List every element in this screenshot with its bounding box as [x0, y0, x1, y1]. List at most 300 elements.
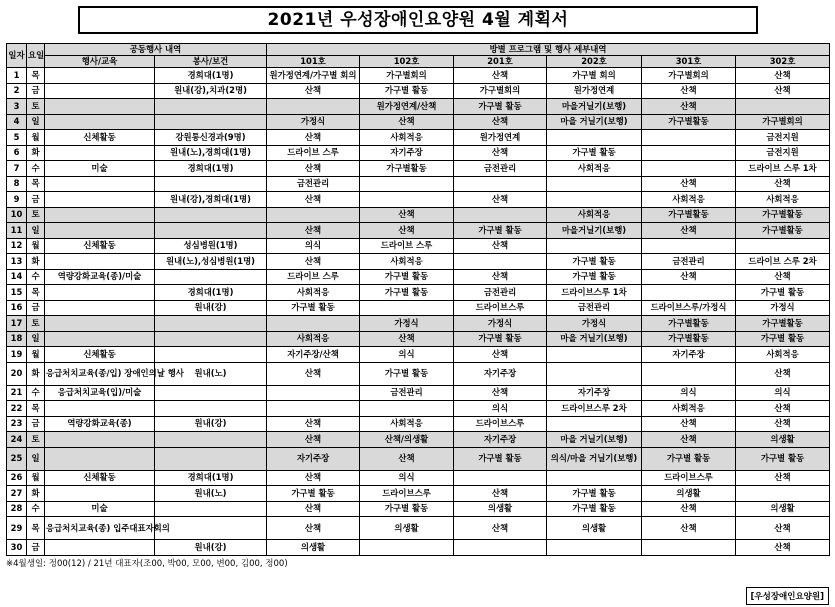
room-cell [736, 238, 830, 254]
room-cell: 가구별 활동 [736, 447, 830, 470]
header-day: 일자 [7, 44, 27, 68]
header-room: 102호 [360, 56, 454, 68]
table-row [7, 192, 830, 208]
table-row [7, 130, 830, 146]
room-cell: 산책 [642, 269, 736, 285]
room-cell [736, 486, 830, 502]
room-cell [360, 192, 454, 208]
weekday-cell: 목 [27, 517, 45, 540]
weekday-cell: 월 [27, 470, 45, 486]
room-cell [642, 285, 736, 301]
event-cell [45, 540, 155, 556]
room-cell: 사회적응 [736, 347, 830, 363]
room-cell: 가구별 활동 [454, 331, 547, 347]
room-cell: 산책 [736, 470, 830, 486]
room-cell: 금전관리 [360, 385, 454, 401]
room-cell [642, 362, 736, 385]
event-cell [45, 83, 155, 99]
room-cell: 산책 [454, 517, 547, 540]
event-cell [45, 145, 155, 161]
room-cell: 가구별 활동 [547, 254, 642, 270]
volunteer-cell [155, 401, 267, 417]
room-cell: 산책 [736, 401, 830, 417]
room-cell: 가구별활동 [642, 316, 736, 332]
volunteer-cell: 원내(강) [155, 540, 267, 556]
room-cell: 산책 [454, 68, 547, 84]
room-cell: 의생활 [547, 517, 642, 540]
room-cell: 가구별 활동 [547, 145, 642, 161]
room-cell: 산책 [360, 207, 454, 223]
table-row [7, 401, 830, 417]
event-cell [45, 486, 155, 502]
day-cell: 26 [7, 470, 27, 486]
volunteer-cell: 원내(강),경희대(1명) [155, 192, 267, 208]
day-cell: 1 [7, 68, 27, 84]
table-row [7, 114, 830, 130]
room-cell: 산책 [267, 501, 360, 517]
room-cell: 금전관리 [642, 254, 736, 270]
room-cell: 산책 [267, 432, 360, 448]
weekday-cell: 일 [27, 447, 45, 470]
event-cell: 신체활동 [45, 470, 155, 486]
room-cell: 마을 거닐기(보행) [547, 432, 642, 448]
room-cell: 사회적응 [736, 192, 830, 208]
weekday-cell: 목 [27, 401, 45, 417]
birthday-footnote: ※4월생일: 정00(12) / 21년 대표자(조00, 박00, 모00, 변00, 김00, 정00) [6, 559, 288, 569]
room-cell: 가정식 [267, 114, 360, 130]
day-cell: 29 [7, 517, 27, 540]
room-cell: 산책 [454, 486, 547, 502]
room-cell: 자기주장 [360, 145, 454, 161]
room-cell: 산책 [736, 416, 830, 432]
room-cell: 가구별회의 [642, 68, 736, 84]
room-cell: 산책 [736, 83, 830, 99]
weekday-cell: 화 [27, 145, 45, 161]
room-cell: 의식 [454, 401, 547, 417]
header-volunteer-health: 봉사/보건 [155, 56, 267, 68]
day-cell: 2 [7, 83, 27, 99]
room-cell: 산책 [736, 540, 830, 556]
day-cell: 17 [7, 316, 27, 332]
day-cell: 19 [7, 347, 27, 363]
weekday-cell: 목 [27, 176, 45, 192]
table-row [7, 285, 830, 301]
table-row [7, 83, 830, 99]
room-cell [360, 300, 454, 316]
room-cell: 산책 [454, 347, 547, 363]
room-cell: 원가정연계/산책 [360, 99, 454, 115]
volunteer-cell: 원내(노),경희대(1명) [155, 145, 267, 161]
event-cell: 신체활동 [45, 130, 155, 146]
room-cell: 산책 [642, 432, 736, 448]
table-row [7, 145, 830, 161]
event-cell [45, 401, 155, 417]
weekday-cell: 금 [27, 83, 45, 99]
header-room-programs: 방별 프로그램 및 행사 세부내역 [267, 44, 830, 56]
event-cell [45, 331, 155, 347]
weekday-cell: 목 [27, 285, 45, 301]
room-cell: 의생활 [267, 540, 360, 556]
room-cell: 사회적응 [642, 192, 736, 208]
room-cell: 산책 [736, 362, 830, 385]
table-row [7, 300, 830, 316]
day-cell: 11 [7, 223, 27, 239]
table-row [7, 501, 830, 517]
room-cell: 사회적응 [547, 161, 642, 177]
day-cell: 3 [7, 99, 27, 115]
room-cell [267, 316, 360, 332]
volunteer-cell [155, 385, 267, 401]
room-cell: 사회적응 [360, 416, 454, 432]
day-cell: 18 [7, 331, 27, 347]
room-cell [267, 385, 360, 401]
room-cell: 가구별활동 [360, 161, 454, 177]
event-cell [45, 432, 155, 448]
table-row [7, 254, 830, 270]
weekday-cell: 토 [27, 316, 45, 332]
room-cell: 가구별활동 [736, 207, 830, 223]
weekday-cell: 금 [27, 192, 45, 208]
room-cell: 드라이브스루 [360, 486, 454, 502]
day-cell: 16 [7, 300, 27, 316]
day-cell: 5 [7, 130, 27, 146]
room-cell: 가구별활동 [642, 331, 736, 347]
table-row [7, 347, 830, 363]
volunteer-cell [155, 176, 267, 192]
volunteer-cell: 성심병원(1명) [155, 238, 267, 254]
table-row [7, 385, 830, 401]
room-cell: 가정식 [547, 316, 642, 332]
room-cell [642, 130, 736, 146]
room-cell: 금전지원 [736, 130, 830, 146]
day-cell: 24 [7, 432, 27, 448]
room-cell: 가구별 활동 [642, 447, 736, 470]
room-cell: 원가정연계/가구별 회의 [267, 68, 360, 84]
table-row [7, 540, 830, 556]
room-cell: 사회적응 [547, 207, 642, 223]
table-row [7, 316, 830, 332]
room-cell: 가구별 활동 [547, 269, 642, 285]
room-cell: 가구별 활동 [360, 83, 454, 99]
weekday-cell: 금 [27, 300, 45, 316]
room-cell: 금전지원 [736, 145, 830, 161]
room-cell: 드라이브스루 1차 [547, 285, 642, 301]
day-cell: 14 [7, 269, 27, 285]
volunteer-cell: 원내(강) [155, 300, 267, 316]
weekday-cell: 수 [27, 385, 45, 401]
volunteer-cell [155, 331, 267, 347]
table-row [7, 161, 830, 177]
facility-stamp: [우성장애인요양원] [746, 587, 829, 605]
weekday-cell: 목 [27, 68, 45, 84]
room-cell [547, 130, 642, 146]
header-room: 101호 [267, 56, 360, 68]
table-row [7, 362, 830, 385]
room-cell: 산책 [454, 385, 547, 401]
room-cell: 산책 [267, 254, 360, 270]
room-cell: 사회적응 [267, 285, 360, 301]
weekday-cell: 토 [27, 432, 45, 448]
header-room: 202호 [547, 56, 642, 68]
weekday-cell: 수 [27, 501, 45, 517]
room-cell [267, 401, 360, 417]
day-cell: 6 [7, 145, 27, 161]
volunteer-cell: 경희대(1명) [155, 285, 267, 301]
weekday-cell: 일 [27, 114, 45, 130]
day-cell: 8 [7, 176, 27, 192]
event-cell [45, 99, 155, 115]
weekday-cell: 화 [27, 486, 45, 502]
room-cell: 산책 [267, 192, 360, 208]
room-cell: 드라이브 스루 [267, 269, 360, 285]
volunteer-cell: 원내(노) [155, 362, 267, 385]
room-cell: 의생활 [736, 432, 830, 448]
room-cell: 드라이브 스루 [267, 145, 360, 161]
day-cell: 23 [7, 416, 27, 432]
room-cell: 의생활 [454, 501, 547, 517]
day-cell: 15 [7, 285, 27, 301]
volunteer-cell [155, 207, 267, 223]
room-cell: 가구별 활동 [454, 99, 547, 115]
room-cell: 가정식 [736, 300, 830, 316]
event-cell [45, 447, 155, 470]
room-cell: 금전관리 [547, 300, 642, 316]
room-cell: 원가정연계 [454, 130, 547, 146]
room-cell: 산책 [642, 517, 736, 540]
room-cell: 가구별활동 [642, 207, 736, 223]
room-cell: 산책 [642, 83, 736, 99]
room-cell [547, 238, 642, 254]
event-cell [45, 223, 155, 239]
room-cell [454, 207, 547, 223]
weekday-cell: 수 [27, 161, 45, 177]
room-cell: 드라이브스루 [454, 300, 547, 316]
weekday-cell: 일 [27, 223, 45, 239]
room-cell: 금전관리 [454, 285, 547, 301]
room-cell: 가구별활동 [736, 223, 830, 239]
event-cell: 미술 [45, 161, 155, 177]
room-cell: 가구별 활동 [547, 501, 642, 517]
room-cell: 가정식 [360, 316, 454, 332]
room-cell: 가구별회의 [454, 83, 547, 99]
volunteer-cell [155, 517, 267, 540]
room-cell: 드라이브스루 [642, 470, 736, 486]
weekday-cell: 금 [27, 540, 45, 556]
volunteer-cell: 경희대(1명) [155, 161, 267, 177]
room-cell [267, 207, 360, 223]
room-cell: 가구별 활동 [360, 285, 454, 301]
event-cell [45, 254, 155, 270]
table-row [7, 447, 830, 470]
room-cell: 드라이브스루 2차 [547, 401, 642, 417]
room-cell: 사회적응 [360, 130, 454, 146]
event-cell: 신체활동 [45, 238, 155, 254]
room-cell: 산책 [454, 238, 547, 254]
volunteer-cell [155, 347, 267, 363]
room-cell: 의생활 [360, 517, 454, 540]
weekday-cell: 토 [27, 207, 45, 223]
event-cell [45, 285, 155, 301]
day-cell: 12 [7, 238, 27, 254]
weekday-cell: 일 [27, 331, 45, 347]
table-row [7, 486, 830, 502]
volunteer-cell [155, 99, 267, 115]
table-row [7, 238, 830, 254]
room-cell: 자기주장 [454, 432, 547, 448]
table-row [7, 207, 830, 223]
event-cell: 역량강화교육(종) [45, 416, 155, 432]
weekday-cell: 화 [27, 362, 45, 385]
day-cell: 21 [7, 385, 27, 401]
event-cell [45, 68, 155, 84]
room-cell [736, 99, 830, 115]
weekday-cell: 월 [27, 130, 45, 146]
page-title: 2021년 우성장애인요양원 4월 계획서 [78, 6, 758, 34]
room-cell: 의생활 [736, 501, 830, 517]
table-row [7, 416, 830, 432]
room-cell: 의식 [642, 385, 736, 401]
room-cell [642, 540, 736, 556]
plan-table [6, 43, 830, 556]
table-row [7, 99, 830, 115]
weekday-cell: 금 [27, 416, 45, 432]
room-cell [360, 540, 454, 556]
room-cell: 산책 [454, 114, 547, 130]
room-cell: 산책 [454, 269, 547, 285]
room-cell: 산책 [642, 501, 736, 517]
room-cell [360, 401, 454, 417]
volunteer-cell: 경희대(1명) [155, 470, 267, 486]
day-cell: 20 [7, 362, 27, 385]
room-cell: 원가정연계 [547, 83, 642, 99]
header-common-events: 공동행사 내역 [45, 44, 267, 56]
room-cell: 가구별활동 [736, 316, 830, 332]
room-cell [267, 99, 360, 115]
day-cell: 27 [7, 486, 27, 502]
event-cell: 응급처치교육(종/입) 장애인의날 행사 [45, 362, 155, 385]
event-cell [45, 207, 155, 223]
table-row [7, 517, 830, 540]
room-cell: 자기주장 [547, 385, 642, 401]
weekday-cell: 토 [27, 99, 45, 115]
day-cell: 9 [7, 192, 27, 208]
room-cell: 가구별 활동 [267, 300, 360, 316]
room-cell: 산책 [360, 447, 454, 470]
header-room: 302호 [736, 56, 830, 68]
room-cell: 산책 [454, 145, 547, 161]
table-row [7, 223, 830, 239]
room-cell: 산책 [454, 192, 547, 208]
room-cell: 가구별 활동 [360, 362, 454, 385]
volunteer-cell [155, 432, 267, 448]
day-cell: 28 [7, 501, 27, 517]
room-cell: 산책 [360, 331, 454, 347]
room-cell: 가구별 활동 [267, 486, 360, 502]
room-cell: 의식 [736, 385, 830, 401]
room-cell [547, 347, 642, 363]
room-cell: 가정식 [454, 316, 547, 332]
room-cell [547, 176, 642, 192]
room-cell: 드라이브 스루 2차 [736, 254, 830, 270]
room-cell: 산책 [267, 416, 360, 432]
room-cell: 산책 [642, 223, 736, 239]
room-cell: 산책 [267, 362, 360, 385]
room-cell: 금전관리 [267, 176, 360, 192]
table-row [7, 470, 830, 486]
weekday-cell: 월 [27, 238, 45, 254]
event-cell: 미술 [45, 501, 155, 517]
header-room: 301호 [642, 56, 736, 68]
room-cell [547, 416, 642, 432]
room-cell: 의식 [360, 470, 454, 486]
volunteer-cell: 원내(노),성심병원(1명) [155, 254, 267, 270]
header-room: 201호 [454, 56, 547, 68]
room-cell [642, 145, 736, 161]
room-cell: 가구별활동 [642, 114, 736, 130]
room-cell: 산책 [267, 83, 360, 99]
room-cell: 산책 [267, 161, 360, 177]
room-cell: 산책 [642, 416, 736, 432]
room-cell: 가구별 회의 [547, 68, 642, 84]
room-cell: 산책/의생활 [360, 432, 454, 448]
room-cell: 드라이브스루/가정식 [642, 300, 736, 316]
room-cell: 산책 [642, 176, 736, 192]
volunteer-cell [155, 501, 267, 517]
room-cell: 자기주장 [267, 447, 360, 470]
room-cell: 가구별 활동 [360, 501, 454, 517]
volunteer-cell: 강원통신경과(9명) [155, 130, 267, 146]
room-cell: 마을거닐기(보행) [547, 99, 642, 115]
room-cell: 산책 [267, 470, 360, 486]
room-cell: 가구별 활동 [454, 223, 547, 239]
room-cell [454, 176, 547, 192]
event-cell [45, 316, 155, 332]
room-cell: 가구별회의 [360, 68, 454, 84]
room-cell: 금전관리 [454, 161, 547, 177]
room-cell: 의식 [360, 347, 454, 363]
room-cell [454, 470, 547, 486]
room-cell: 의식/마을 거닐기(보행) [547, 447, 642, 470]
room-cell: 의생활 [642, 486, 736, 502]
weekday-cell: 수 [27, 269, 45, 285]
event-cell [45, 192, 155, 208]
room-cell: 마을거닐기(보행) [547, 223, 642, 239]
volunteer-cell: 원내(강),치과(2명) [155, 83, 267, 99]
volunteer-cell [155, 223, 267, 239]
room-cell [454, 540, 547, 556]
room-cell [547, 540, 642, 556]
header-weekday: 요일 [27, 44, 45, 68]
room-cell: 산책 [736, 269, 830, 285]
room-cell: 자기주장 [454, 362, 547, 385]
room-cell: 자기주장/산책 [267, 347, 360, 363]
day-cell: 7 [7, 161, 27, 177]
room-cell: 자기주장 [642, 347, 736, 363]
room-cell [360, 176, 454, 192]
room-cell: 드라이브스루 [454, 416, 547, 432]
room-cell: 산책 [267, 517, 360, 540]
room-cell: 드라이브 스루 [360, 238, 454, 254]
room-cell: 가구별 활동 [360, 269, 454, 285]
room-cell: 마을 거닐기(보행) [547, 114, 642, 130]
table-row [7, 331, 830, 347]
event-cell [45, 176, 155, 192]
room-cell: 가구별 활동 [547, 486, 642, 502]
room-cell: 가구별 활동 [736, 285, 830, 301]
event-cell [45, 114, 155, 130]
room-cell [454, 254, 547, 270]
table-row [7, 68, 830, 84]
